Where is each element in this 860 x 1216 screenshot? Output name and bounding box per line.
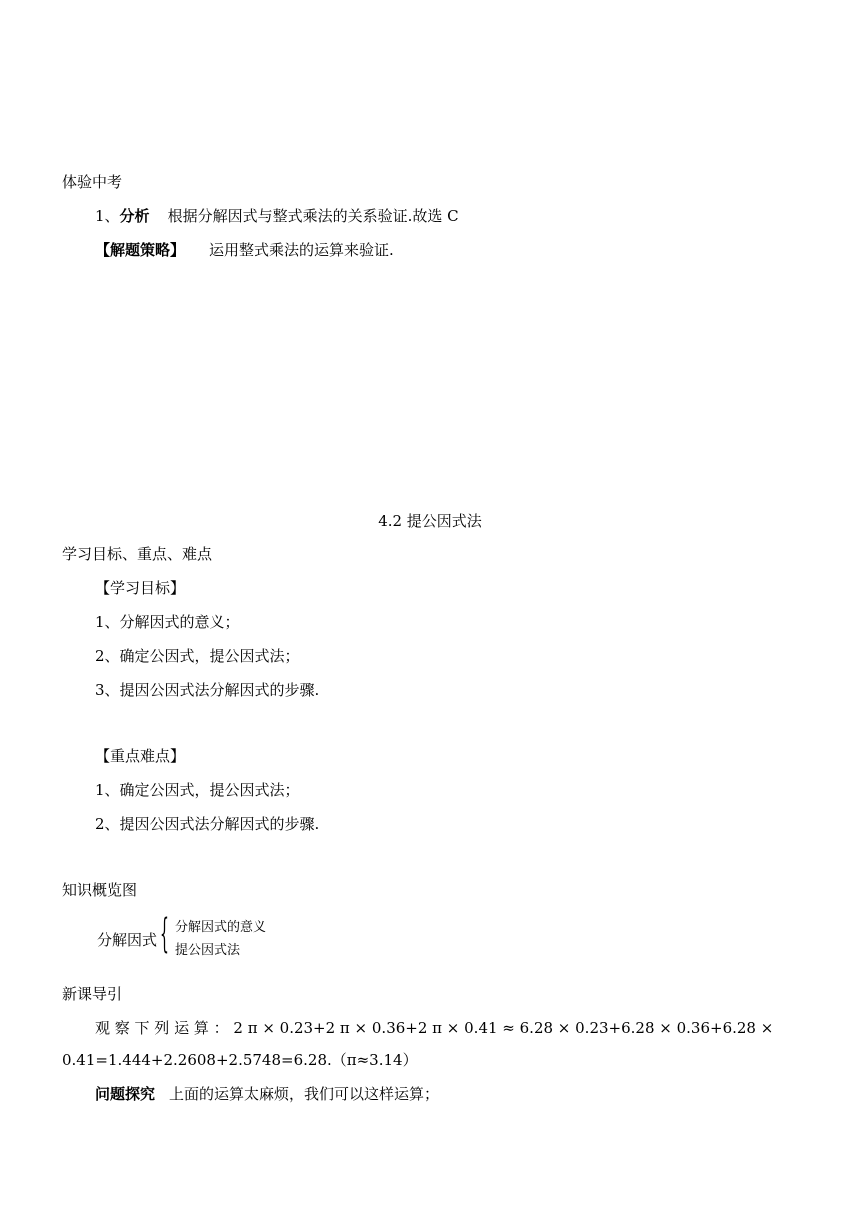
problem-label: 问题探究 [95, 1085, 156, 1103]
overview-heading: 知识概览图 [62, 881, 138, 899]
overview-root: 分解因式 [97, 931, 158, 949]
key-item: 2、提因公因式法分解因式的步骤. [95, 815, 320, 833]
key-item: 1、确定公因式，提公因式法； [95, 781, 300, 799]
key-label: 【重点难点】 [95, 747, 186, 765]
goals-label: 【学习目标】 [95, 579, 186, 597]
problem-line [95, 1084, 439, 1104]
overview-branch: 提公因式法 [175, 943, 241, 958]
goal-item: 2、确定公因式，提公因式法； [95, 647, 300, 665]
intro-heading: 新课导引 [62, 985, 123, 1003]
goals-heading: 学习目标、重点、难点 [62, 545, 213, 563]
lesson-title: 4.2 提公因式法 [378, 512, 482, 530]
analysis-line [95, 206, 459, 226]
analysis-text: 根据分解因式与整式乘法的关系验证.故选 C [167, 207, 459, 225]
item-number: 1、 [95, 207, 120, 225]
section-heading-tiyan: 体验中考 [62, 173, 123, 191]
goal-item: 3、提因公因式法分解因式的步骤. [95, 681, 320, 699]
overview-branch: 分解因式的意义 [175, 920, 267, 935]
goal-item: 1、分解因式的意义； [95, 613, 240, 631]
intro-line-2: 0.41=1.444+2.2608+2.5748=6.28.（π≈3.14） [62, 1051, 418, 1069]
problem-text: 上面的运算太麻烦，我们可以这样运算； [169, 1085, 440, 1103]
strategy-text: 运用整式乘法的运算来验证. [209, 241, 394, 259]
intro-line-1: 观 察 下 列 运 算 ： 2 π × 0.23+2 π × 0.36+2 π × 0.41 ≈ 6.28 × 0.23+6.28 × 0.36+6.28 × [95, 1019, 774, 1037]
overview-brace: { [160, 911, 169, 957]
strategy-label: 【解题策略】 [95, 241, 186, 259]
strategy-line [95, 240, 394, 260]
analysis-label: 分析 [119, 207, 150, 225]
